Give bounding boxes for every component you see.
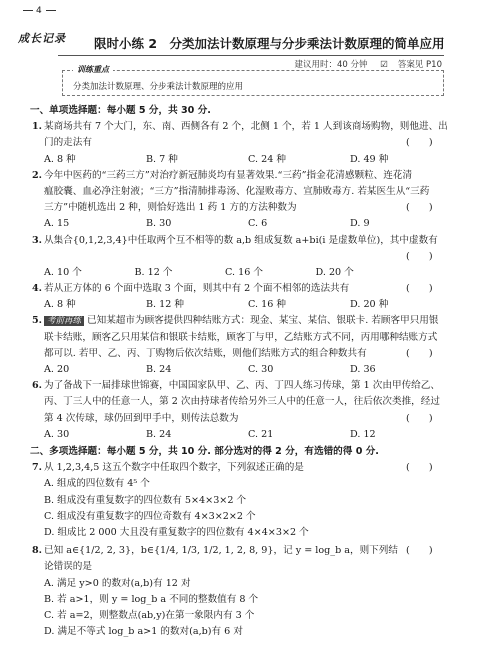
question-8 bbox=[30, 543, 452, 575]
option-d: D. 36 bbox=[350, 364, 376, 376]
question-number: 2. bbox=[32, 169, 43, 181]
answer-blank: ( ) bbox=[406, 412, 433, 424]
page-number: 4 bbox=[20, 6, 59, 16]
answer-reference: ☑ 答案见 P10 bbox=[380, 60, 442, 70]
option-d: D. 20 种 bbox=[350, 299, 389, 311]
option-b: B. 12 个 bbox=[134, 266, 173, 278]
option-a: A. 8 种 bbox=[44, 153, 76, 165]
option-c: C. 组成没有重复数字的四位奇数有 4×3×2×2 个 bbox=[44, 510, 256, 522]
section-single-choice: 一、单项选择题：每小题 5 分，共 30 分. bbox=[30, 105, 211, 116]
question-number: 5. bbox=[32, 315, 43, 327]
page-title: 限时小练 2 分类加法计数原理与分步乘法计数原理的简单应用 bbox=[94, 36, 445, 51]
question-number: 4. bbox=[32, 283, 43, 295]
answer-blank: ( ) bbox=[406, 283, 433, 295]
question-text: 从集合{0,1,2,3,4}中任取两个互不相等的数 a,b 组成复数 a+bi(i 是虚数单位)，其中虚数有 bbox=[44, 234, 438, 246]
question-text: 为了备战下一届排球世锦赛，中国国家队甲、乙、丙、丁四人练习传球，第 1 次由甲传给乙、 bbox=[44, 380, 440, 392]
question-text: 门的走法有 bbox=[44, 137, 92, 149]
option-b: B. 7 种 bbox=[146, 153, 178, 165]
question-number: 3. bbox=[32, 234, 43, 246]
option-c: C. 24 种 bbox=[248, 153, 286, 165]
question-text: 已知某超市为顾客提供四种结账方式：现金、某宝、某信、银联卡. 若顾客甲只用银 bbox=[87, 315, 439, 327]
section-multiple-choice: 二、多项选择题：每小题 5 分，共 10 分. 部分选对的得 2 分，有选错的得 0 分. bbox=[30, 446, 379, 458]
question-3 bbox=[30, 233, 452, 265]
options-6 bbox=[30, 427, 452, 443]
question-text: 今年中医药的“三药三方”对治疗新冠肺炎均有显著效果.“三药”指金花清感颗粒、连花清 bbox=[44, 169, 413, 181]
option-a: A. 满足 y>0 的数对(a,b)有 12 对 bbox=[44, 577, 191, 589]
option-d: D. 49 种 bbox=[350, 153, 389, 165]
key-points-tag: 训练重点 bbox=[73, 64, 113, 75]
answer-blank: ( ) bbox=[406, 347, 433, 359]
question-text: 某商场共有 7 个大门，东、南、西侧各有 2 个，北侧 1 个，若 1 人到该商场购物，则他进、出 bbox=[44, 121, 448, 133]
question-text: 第 4 次传球，球仍回到甲手中，则传法总数为 bbox=[44, 412, 239, 424]
answer-blank: ( ) bbox=[406, 250, 433, 262]
option-c: C. 16 个 bbox=[225, 266, 263, 278]
option-b: B. 若 a>1，则 y = log_b a 不同的整数值有 8 个 bbox=[44, 593, 259, 605]
review-tag: 考前再练 bbox=[44, 316, 84, 326]
check-icon: ☑ bbox=[380, 60, 388, 70]
question-text: 从 1,2,3,4,5 这五个数字中任取四个数字，下列叙述正确的是 bbox=[44, 462, 304, 474]
question-6 bbox=[30, 378, 452, 427]
suggested-time: 建议用时：40 分钟 bbox=[294, 60, 368, 70]
option-a: A. 8 种 bbox=[44, 299, 76, 311]
option-b: B. 30 bbox=[146, 218, 172, 230]
question-number: 1. bbox=[32, 121, 43, 133]
option-d: D. 20 个 bbox=[315, 266, 354, 278]
options-3 bbox=[30, 265, 406, 281]
question-text: 联卡结账，顾客乙只用某信和银联卡结账，顾客丁与甲，乙结账方式不同，丙用哪种结账方式 bbox=[44, 331, 438, 343]
question-1 bbox=[30, 119, 452, 151]
answer-blank: ( ) bbox=[406, 545, 433, 557]
option-d: D. 9 bbox=[350, 218, 370, 230]
option-b: B. 12 种 bbox=[146, 299, 185, 311]
option-d: D. 12 bbox=[350, 428, 376, 440]
question-number: 6. bbox=[32, 380, 43, 392]
header-divider bbox=[58, 55, 444, 56]
answer-blank: ( ) bbox=[406, 462, 433, 474]
question-text: 已知 a∈{1/2, 2, 3}，b∈{1/4, 1/3, 1/2, 1, 2, 8, 9}，记 y = log_b a，则下列结论错误的是 bbox=[44, 545, 398, 573]
meta-info bbox=[294, 58, 442, 70]
question-4 bbox=[30, 281, 452, 297]
option-c: C. 16 种 bbox=[248, 299, 286, 311]
option-d: D. 满足不等式 log_b a>1 的数对(a,b)有 6 对 bbox=[44, 626, 243, 638]
option-c: C. 若 a=2，则整数点(ab,y)在第一象限内有 3 个 bbox=[44, 610, 255, 622]
question-number: 8. bbox=[32, 545, 43, 557]
option-a: A. 30 bbox=[44, 428, 70, 440]
options-5 bbox=[30, 362, 452, 378]
key-points-text: 分类加法计数原理、分步乘法计数原理的应用 bbox=[73, 82, 244, 92]
options-2 bbox=[30, 216, 452, 232]
option-a: A. 20 bbox=[44, 364, 70, 376]
question-2 bbox=[30, 168, 452, 217]
option-a: A. 10 个 bbox=[44, 266, 82, 278]
question-7 bbox=[30, 460, 452, 476]
question-number: 7. bbox=[32, 462, 43, 474]
option-c: C. 30 bbox=[248, 364, 274, 376]
options-1 bbox=[30, 152, 452, 168]
option-d: D. 组成比 2 000 大且没有重复数字的四位数有 4×4×3×2 个 bbox=[44, 527, 309, 539]
option-c: C. 6 bbox=[248, 218, 268, 230]
option-c: C. 21 bbox=[248, 428, 274, 440]
answer-blank: ( ) bbox=[406, 137, 433, 149]
brand-logo: 成长记录 bbox=[18, 32, 66, 45]
question-text: 若从正方体的 6 个面中选取 3 个面，则其中有 2 个面不相邻的选法共有 bbox=[44, 283, 350, 295]
option-a: A. 组成的四位数有 4⁵ 个 bbox=[44, 478, 150, 490]
question-text: 瘟胶囊、血必净注射液；“三方”指清肺排毒汤、化湿败毒方、宣肺败毒方. 若某医生从“三药 bbox=[44, 186, 430, 198]
option-a: A. 15 bbox=[44, 218, 70, 230]
question-text: 都可以. 若甲、乙、丙、丁购物后依次结账，则他们结账方式的组合种数共有 bbox=[44, 347, 367, 359]
question-list bbox=[30, 102, 452, 641]
question-text: 三方”中随机选出 2 种，则恰好选出 1 药 1 方的方法种数为 bbox=[44, 202, 297, 214]
option-b: B. 24 bbox=[146, 364, 172, 376]
option-b: B. 组成没有重复数字的四位数有 5×4×3×2 个 bbox=[44, 494, 247, 506]
answer-blank: ( ) bbox=[406, 202, 433, 214]
options-4 bbox=[30, 297, 452, 313]
question-5 bbox=[30, 313, 452, 362]
question-text: 丙、丁三人中的任意一人，第 2 次由持球者传给另外三人中的任意一人，往后依次类推，经过 bbox=[44, 396, 440, 408]
option-b: B. 24 bbox=[146, 428, 172, 440]
